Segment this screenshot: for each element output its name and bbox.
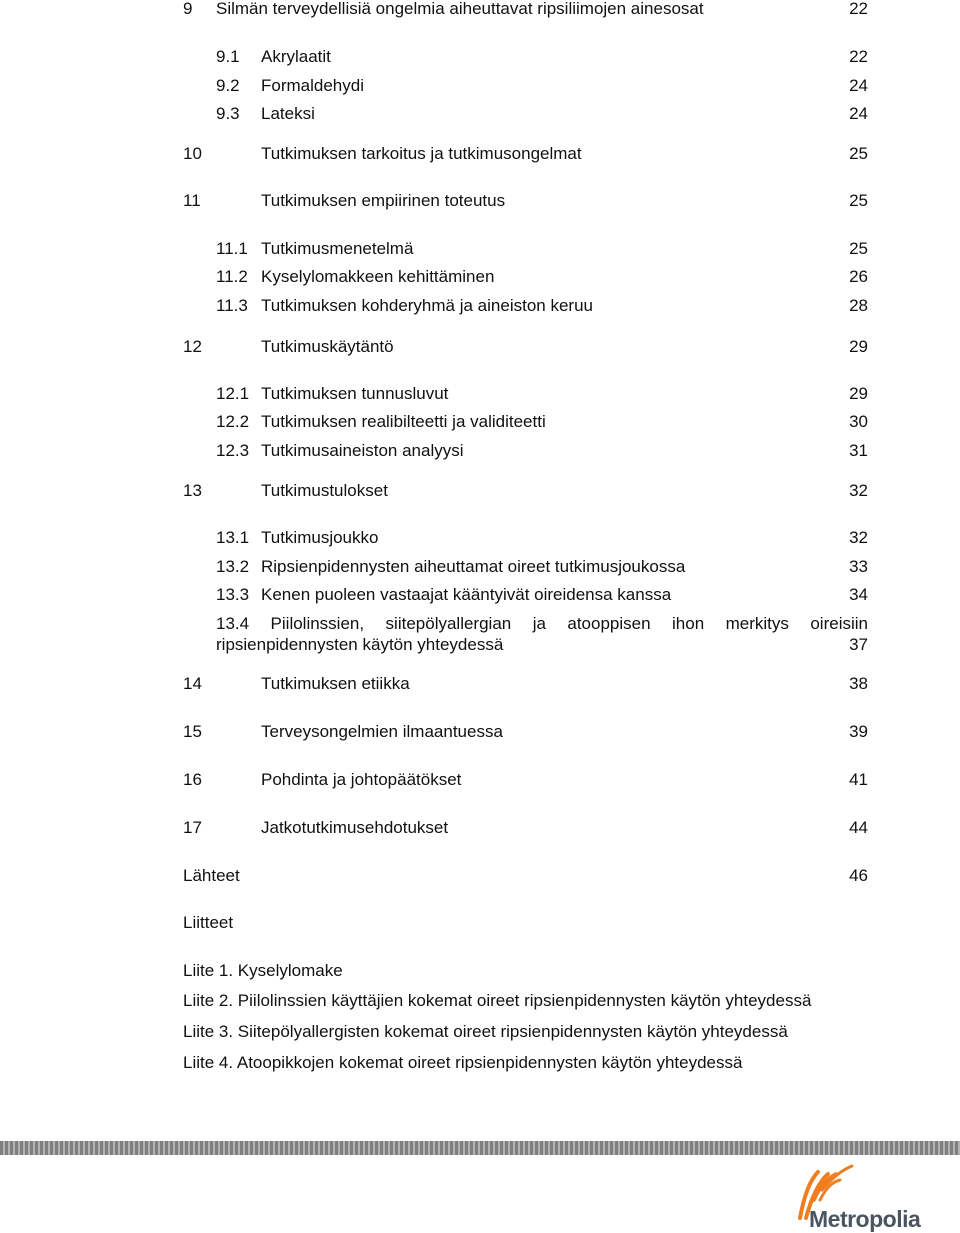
toc-title: Kyselylomakkeen kehittäminen: [261, 267, 495, 286]
toc-title: Tutkimuksen empiirinen toteutus: [261, 191, 506, 210]
toc-page: 33: [849, 557, 868, 576]
appendix-item: Liite 1. Kyselylomake: [183, 961, 343, 980]
toc-page: 46: [849, 866, 868, 885]
toc-page: 29: [849, 384, 868, 403]
toc-number: 9: [183, 0, 193, 18]
toc-title: Formaldehydi: [261, 76, 364, 95]
toc-title: Tutkimuksen tunnusluvut: [261, 384, 449, 403]
toc-number: 12.2: [216, 412, 250, 431]
toc-word: Piilolinssien,: [270, 614, 365, 633]
toc-number: 13.1: [216, 528, 250, 547]
toc-word: merkitys: [725, 614, 789, 633]
toc-title: Jatkotutkimusehdotukset: [261, 818, 449, 837]
toc-title: Tutkimuskäytäntö: [261, 337, 394, 356]
toc-page: 28: [849, 296, 868, 315]
toc-page: 31: [849, 441, 868, 460]
toc-page: 24: [849, 104, 868, 123]
toc-entry: [0, 45, 960, 69]
toc-entry: [0, 672, 960, 696]
toc-word: oireisiin: [810, 614, 868, 633]
toc-entry: [0, 410, 960, 434]
toc-word: ja: [532, 614, 546, 633]
toc-entry: [0, 265, 960, 289]
metropolia-logo-text: Metropolia: [809, 1206, 921, 1232]
toc-number: 11.2: [216, 267, 248, 286]
toc-page: 30: [849, 412, 868, 431]
toc-entry: [0, 526, 960, 550]
toc-title: Lateksi: [261, 104, 315, 123]
toc-title: Tutkimuksen tarkoitus ja tutkimusongelmat: [261, 144, 582, 163]
toc-number: 12.3: [216, 441, 250, 460]
toc-number: 17: [183, 818, 202, 837]
toc-page: 25: [849, 191, 868, 210]
toc-number: 13.4: [216, 614, 250, 633]
toc-entry: [0, 237, 960, 261]
toc-entry: [0, 189, 960, 213]
toc-wrapped-line-1: [216, 613, 868, 634]
toc-page: 38: [849, 674, 868, 693]
toc-entry: [0, 720, 960, 744]
toc-number: 10: [183, 144, 202, 163]
appendix-item: Liite 4. Atoopikkojen kokemat oireet ripsienpidennysten käytön yhteydessä: [183, 1053, 743, 1072]
toc-number: 9.3: [216, 104, 240, 123]
toc-number: 9.2: [216, 76, 240, 95]
toc-title: Tutkimusjoukko: [261, 528, 379, 547]
toc-page: 44: [849, 818, 868, 837]
toc-page: 41: [849, 770, 868, 789]
toc-number: 11.1: [216, 239, 248, 258]
toc-title: Silmän terveydellisiä ongelmia aiheuttavat ripsiliimojen ainesosat: [216, 0, 704, 18]
toc-entry: [0, 335, 960, 359]
toc-title: Terveysongelmien ilmaantuessa: [261, 722, 503, 741]
toc-entry: [0, 439, 960, 463]
toc-entry-references: [0, 864, 960, 888]
toc-word: siitepölyallergian: [385, 614, 512, 633]
appendix-item: Liite 3. Siitepölyallergisten kokemat oireet ripsienpidennysten käytön yhteydessä: [183, 1022, 788, 1041]
toc-number: 11: [183, 191, 201, 210]
toc-page: 24: [849, 76, 868, 95]
toc-entry: [0, 479, 960, 503]
toc-title: Tutkimuksen realibilteetti ja validiteetti: [261, 412, 546, 431]
toc-number: 12.1: [216, 384, 250, 403]
toc-entry: [0, 583, 960, 607]
toc-title: Akrylaatit: [261, 47, 331, 66]
toc-word: atooppisen: [567, 614, 651, 633]
appendices-heading: Liitteet: [183, 913, 234, 932]
toc-title: Tutkimusmenetelmä: [261, 239, 414, 258]
toc-number: 14: [183, 674, 202, 693]
toc-entry: [0, 555, 960, 579]
toc-page: 39: [849, 722, 868, 741]
toc-page: 34: [849, 585, 868, 604]
toc-entry: [0, 142, 960, 166]
toc-title: Tutkimusaineiston analyysi: [261, 441, 464, 460]
toc-entry: [0, 74, 960, 98]
toc-entry-wrapped: [216, 613, 868, 655]
toc-entry: [0, 102, 960, 126]
toc-word: ihon: [672, 614, 705, 633]
toc-title: Tutkimuksen etiikka: [261, 674, 410, 693]
toc-page: 29: [849, 337, 868, 356]
toc-number: 15: [183, 722, 202, 741]
toc-page: 32: [849, 528, 868, 547]
toc-number: 13: [183, 481, 202, 500]
toc-title: Kenen puoleen vastaajat kääntyivät oireidensa kanssa: [261, 585, 672, 604]
toc-title: Tutkimuksen kohderyhmä ja aineiston keruu: [261, 296, 593, 315]
toc-number: 11.3: [216, 296, 248, 315]
toc-page: 32: [849, 481, 868, 500]
toc-page: 22: [849, 47, 868, 66]
toc-title: Pohdinta ja johtopäätökset: [261, 770, 462, 789]
toc-wrapped-line-2: [216, 634, 868, 655]
toc-title: Lähteet: [183, 866, 240, 885]
toc-page: 22: [849, 0, 868, 18]
toc-title: ripsienpidennysten käytön yhteydessä: [216, 635, 504, 654]
toc-number: 13.2: [216, 557, 250, 576]
toc-entry: [0, 294, 960, 318]
toc-entry: [0, 768, 960, 792]
toc-title: Tutkimustulokset: [261, 481, 388, 500]
toc-entry: [0, 0, 960, 21]
toc-page: 25: [849, 144, 868, 163]
footer-rule: [0, 1141, 960, 1155]
toc-number: 9.1: [216, 47, 240, 66]
toc-title: Ripsienpidennysten aiheuttamat oireet tutkimusjoukossa: [261, 557, 686, 576]
toc-number: 16: [183, 770, 202, 789]
toc-entry: [0, 382, 960, 406]
toc-number: 13.3: [216, 585, 250, 604]
toc-number: 12: [183, 337, 202, 356]
toc-page: 37: [849, 635, 868, 654]
toc-entry: [0, 816, 960, 840]
appendix-item: Liite 2. Piilolinssien käyttäjien kokemat oireet ripsienpidennysten käytön yhteydessä: [183, 991, 812, 1010]
toc-page: 25: [849, 239, 868, 258]
toc-page: 26: [849, 267, 868, 286]
